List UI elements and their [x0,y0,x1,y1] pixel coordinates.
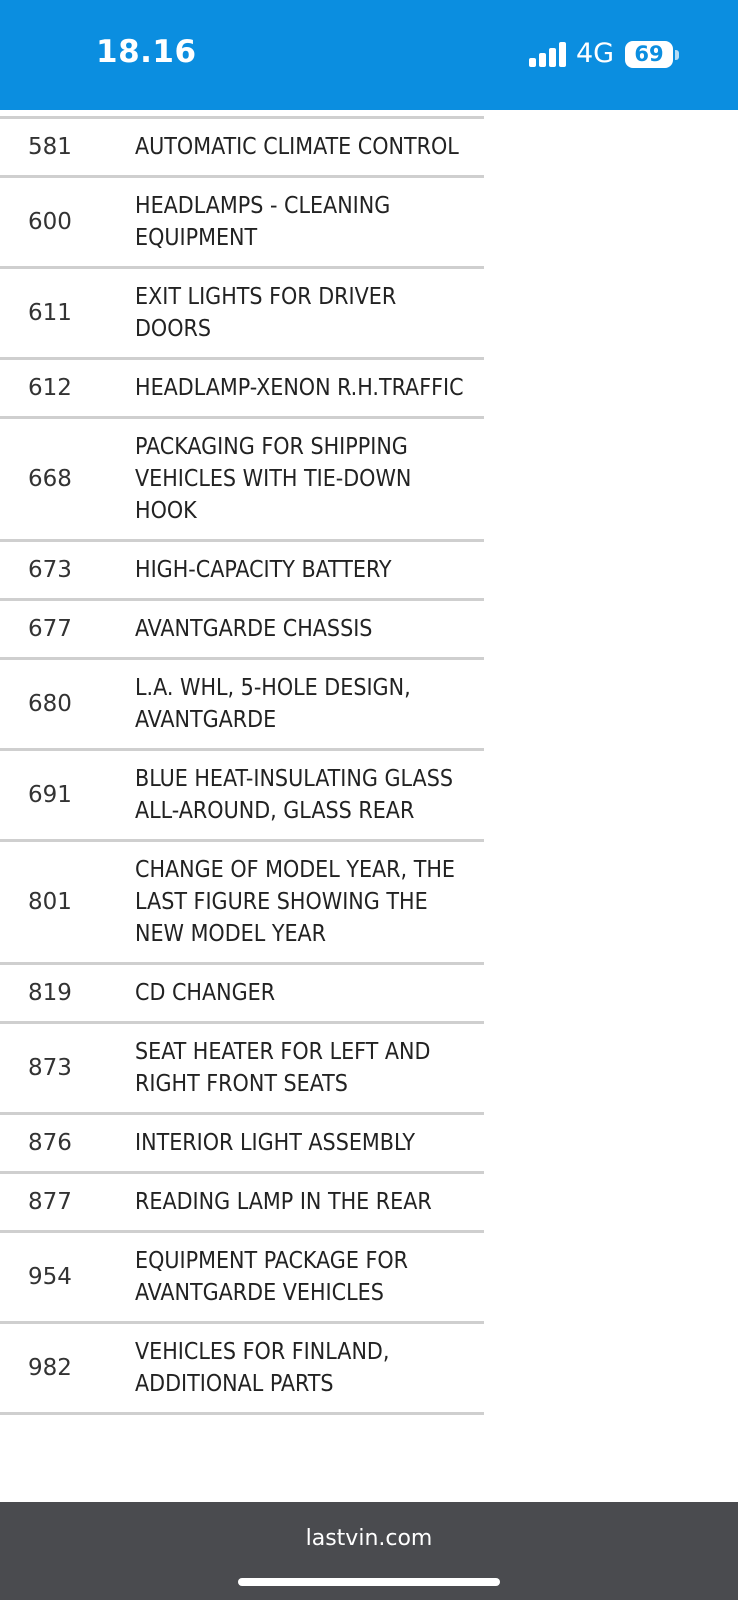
option-description: VEHICLES FOR FINLAND, ADDITIONAL PARTS [135,1339,390,1397]
option-code: 673 [28,557,72,583]
browser-address-bar[interactable] [0,1502,738,1600]
options-table [0,60,484,1415]
table-row [0,1024,484,1115]
table-row [0,1174,484,1233]
option-description: EXIT LIGHTS FOR DRIVER DOORS [135,284,397,342]
table-row [0,419,484,542]
option-description: INTERIOR LIGHT ASSEMBLY [135,1130,416,1156]
page-content[interactable] [0,110,738,1502]
option-description: CD CHANGER [135,980,276,1006]
option-code: 982 [28,1355,72,1381]
option-code: 611 [28,300,72,326]
battery-nub [675,50,679,60]
option-code: 876 [28,1130,72,1156]
option-description: HIGH-CAPACITY BATTERY [135,557,392,583]
option-code: 612 [28,375,72,401]
table-row [0,601,484,660]
option-code: 873 [28,1055,72,1081]
status-bar [0,0,738,110]
option-description: CHANGE OF MODEL YEAR, THE LAST FIGURE SHOWING THE NEW MODEL YEAR [135,857,455,947]
table-row [0,1115,484,1174]
option-description: AVANTGARDE CHASSIS [135,616,373,642]
option-code: 600 [28,209,72,235]
table-row [0,360,484,419]
option-description: PACKAGING FOR SHIPPING VEHICLES WITH TIE-DOWN HOOK [135,434,412,524]
home-indicator[interactable] [238,1578,500,1586]
table-row [0,660,484,751]
option-code: 801 [28,889,72,915]
cellular-signal-icon [529,42,567,67]
table-row [0,965,484,1024]
option-description: READING LAMP IN THE REAR [135,1189,432,1215]
table-row [0,119,484,178]
option-description: HEADLAMPS - CLEANING EQUIPMENT [135,193,391,251]
battery-level: 69 [634,42,664,66]
option-code: 819 [28,980,72,1006]
table-row [0,842,484,965]
option-description: BLUE HEAT-INSULATING GLASS ALL-AROUND, GLASS REAR [135,766,453,824]
battery-icon [625,41,673,68]
status-time: 18.16 [96,34,197,70]
option-description: HEADLAMP-XENON R.H.TRAFFIC [135,375,464,401]
table-row [0,1324,484,1415]
option-description: L.A. WHL, 5-HOLE DESIGN, AVANTGARDE [135,675,411,733]
option-description: EQUIPMENT PACKAGE FOR AVANTGARDE VEHICLES [135,1248,409,1306]
option-description: AUTOMATIC CLIMATE CONTROL [135,134,459,160]
table-row [0,269,484,360]
option-code: 581 [28,134,72,160]
network-type: 4G [576,38,615,69]
url-label[interactable]: lastvin.com [305,1526,433,1551]
option-code: 877 [28,1189,72,1215]
option-code: 954 [28,1264,72,1290]
option-code: 691 [28,782,72,808]
option-code: 668 [28,466,72,492]
table-row [0,1233,484,1324]
option-code: 677 [28,616,72,642]
table-row [0,751,484,842]
option-code: 680 [28,691,72,717]
table-row [0,542,484,601]
table-row [0,178,484,269]
option-description: SEAT HEATER FOR LEFT AND RIGHT FRONT SEATS [135,1039,431,1097]
